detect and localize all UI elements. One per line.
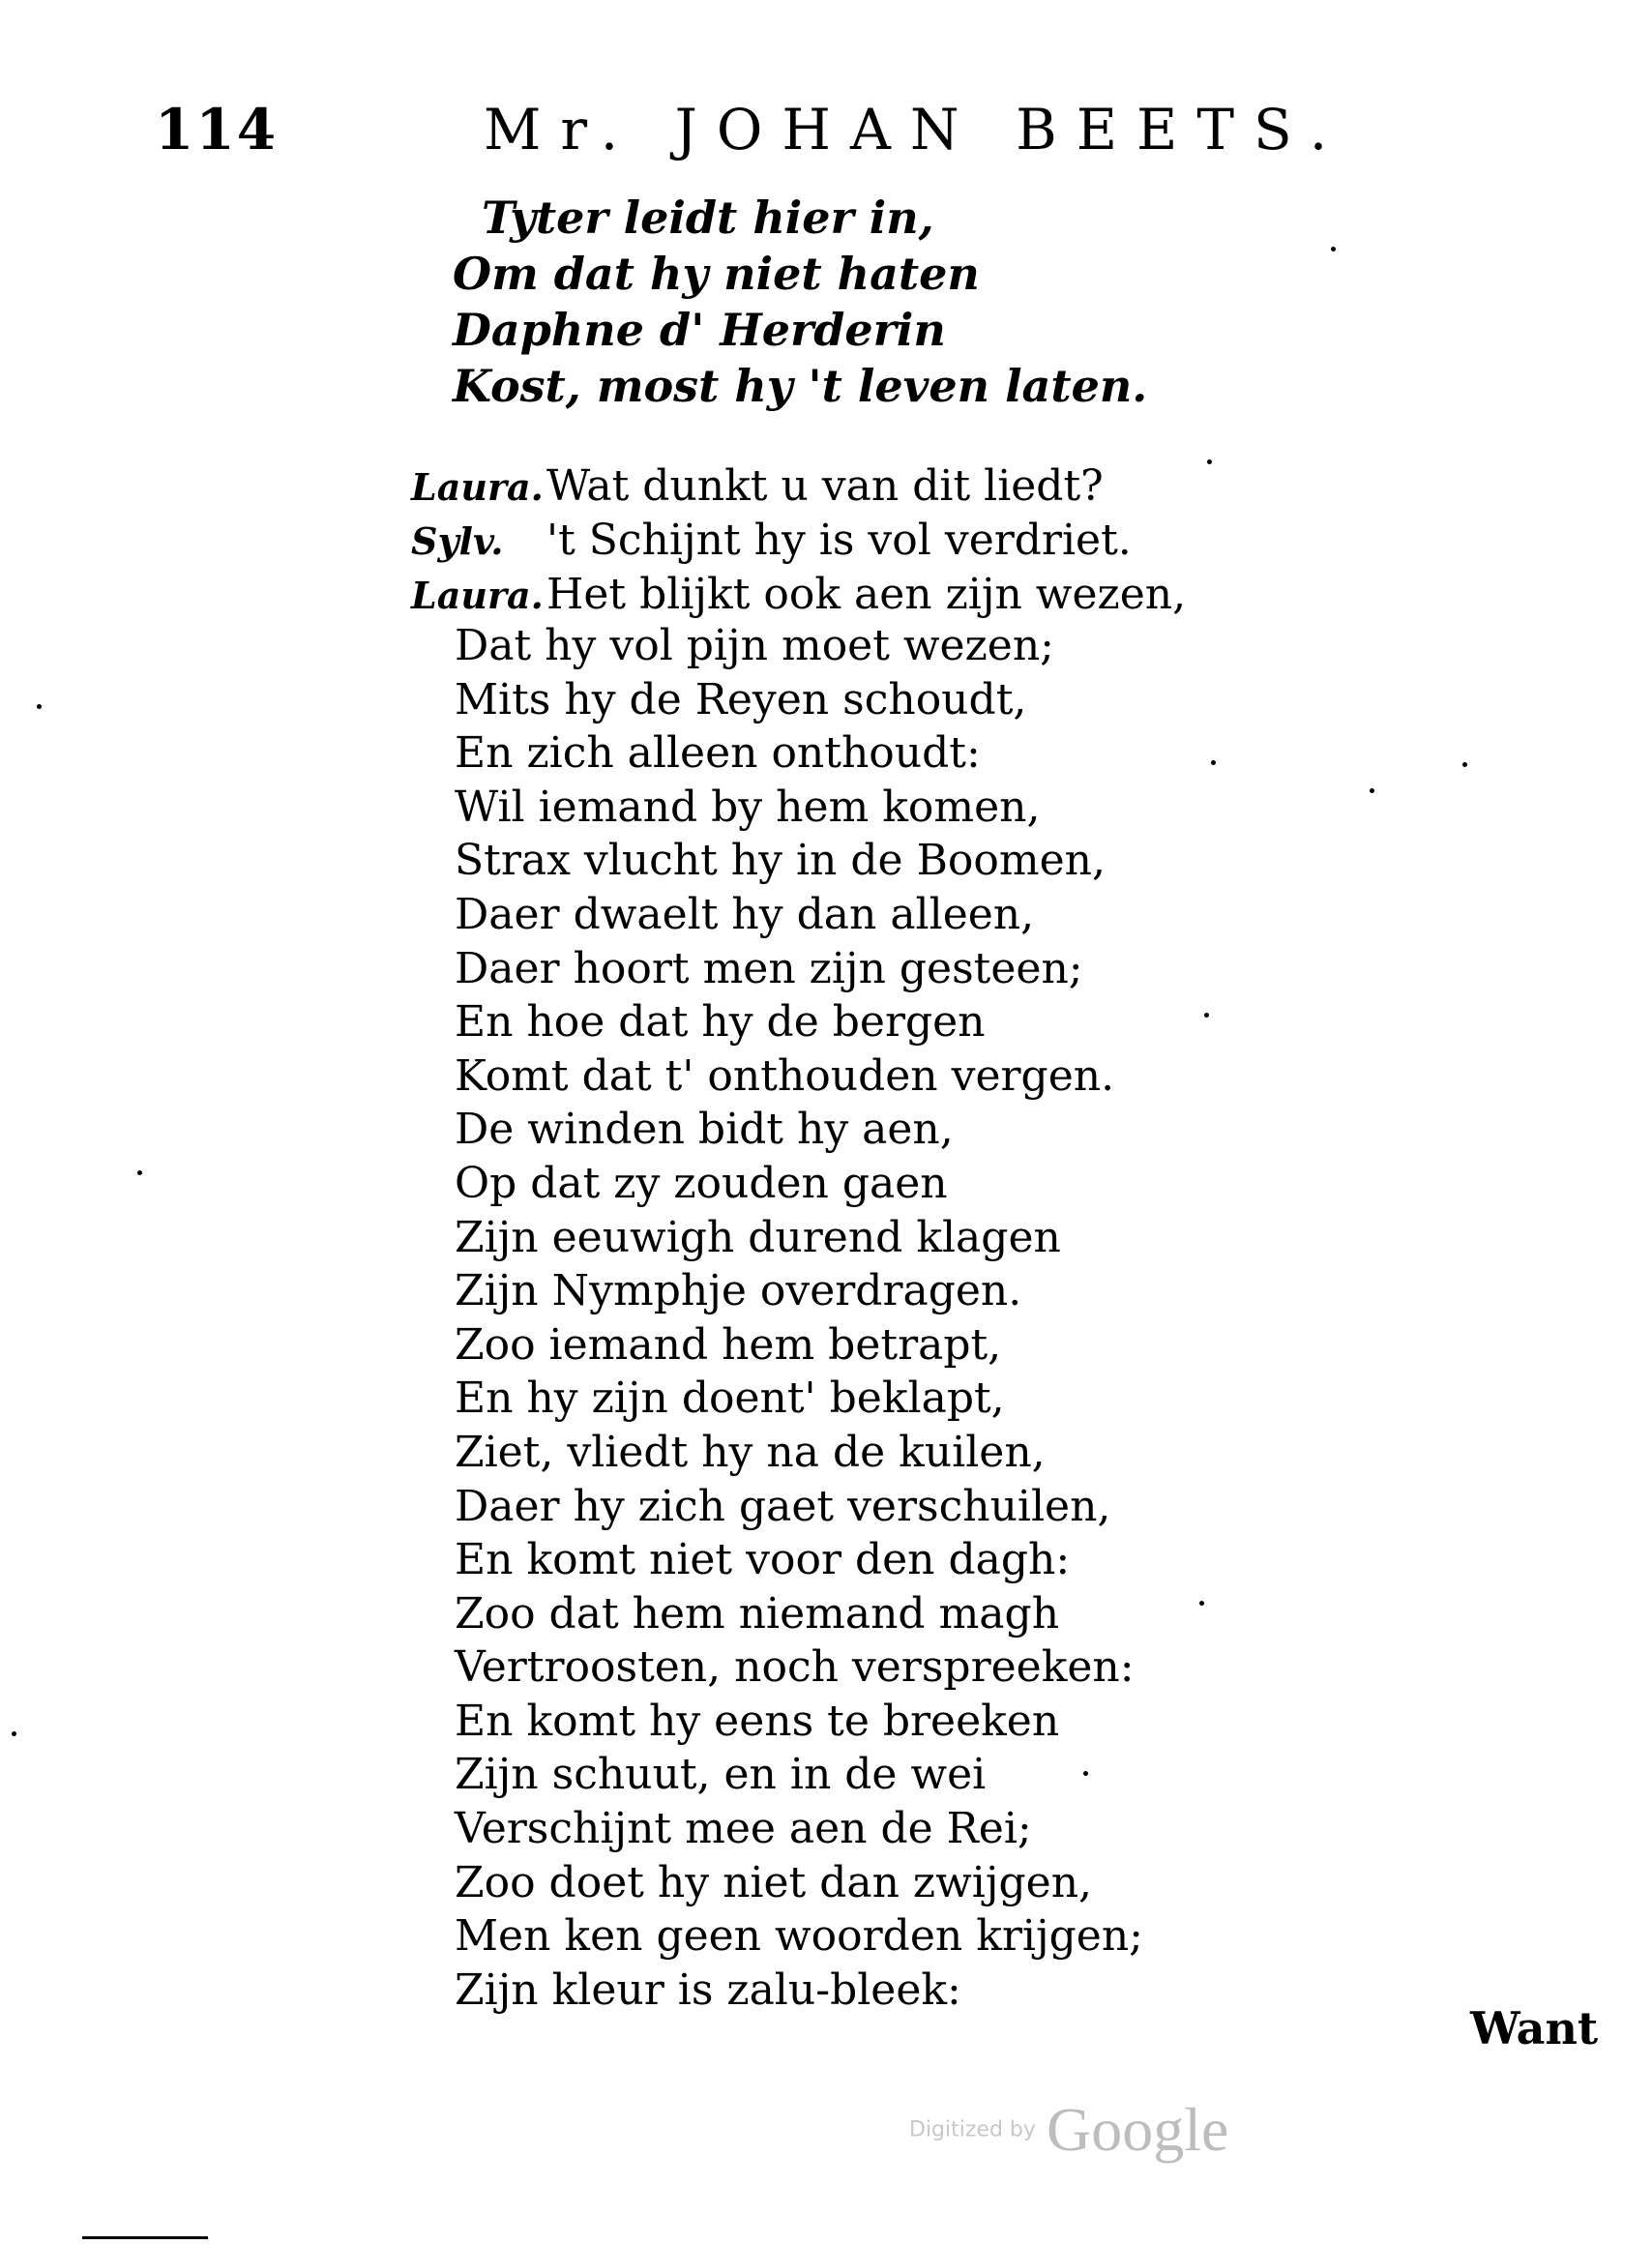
speaker-name: Sylv.: [411, 519, 504, 563]
speaker-name: Laura.: [411, 465, 544, 509]
scan-speck: [1211, 760, 1216, 765]
scan-speck: [1462, 762, 1467, 767]
verse-line: Om dat hy niet haten: [453, 248, 980, 300]
poem-line: Daer hoort men zijn gesteen;: [455, 943, 1083, 993]
poem-line: En komt niet voor den dagh:: [455, 1535, 1071, 1585]
poem-line: En komt hy eens te breeken: [455, 1696, 1060, 1746]
dialogue-line: [411, 568, 1186, 622]
poem-line: Komt dat t' onthouden vergen.: [455, 1050, 1115, 1101]
dialogue-block: [411, 459, 1186, 622]
poem-line: Op dat zy zouden gaen: [455, 1158, 948, 1208]
poem-line: Strax vlucht hy in de Boomen,: [455, 836, 1106, 886]
poem-line: En hoe dat hy de bergen: [455, 997, 986, 1048]
poem-line: Ziet, vliedt hy na de kuilen,: [455, 1427, 1046, 1477]
poem-line: De winden bidt hy aen,: [455, 1105, 954, 1155]
scan-speck: [1207, 459, 1212, 464]
scan-speck: [1199, 1601, 1204, 1606]
speaker-name: Laura.: [411, 574, 544, 617]
poem-body: [455, 619, 1143, 2017]
poem-line: Men ken geen woorden krijgen;: [455, 1911, 1143, 1962]
scan-speck: [12, 1731, 16, 1736]
poem-line: En zich alleen onthoudt:: [455, 728, 981, 779]
poem-line: Vertroosten, noch verspreeken:: [455, 1642, 1135, 1693]
poem-line: Zijn schuut, en in de wei: [455, 1750, 987, 1800]
poem-line: Daer hy zich gaet verschuilen,: [455, 1481, 1111, 1531]
poem-line: Dat hy vol pijn moet wezen;: [455, 621, 1054, 670]
poem-line: Zoo doet hy niet dan zwijgen,: [455, 1857, 1093, 1907]
google-logo: Google: [1047, 2095, 1229, 2164]
page-number: 114: [155, 97, 279, 162]
dialogue-text: 't Schijnt hy is vol verdriet.: [546, 516, 1132, 565]
poem-line: Zoo dat hem niemand magh: [455, 1588, 1060, 1639]
poem-line: Verschijnt mee aen de Rei;: [455, 1804, 1032, 1854]
verse-line: Tyter leidt hier in,: [482, 192, 934, 244]
verse-line: Daphne d' Herderin: [453, 304, 946, 356]
catchword: Want: [1470, 2002, 1599, 2054]
digitization-watermark: [909, 2094, 1228, 2166]
poem-line: Zoo iemand hem betrapt,: [455, 1319, 1002, 1370]
poem-line: Zijn kleur is zalu-bleek:: [455, 1964, 961, 2015]
page-header: [155, 97, 1347, 174]
poem-line: En hy zijn doent' beklapt,: [455, 1374, 1005, 1424]
scan-speck: [1331, 247, 1336, 251]
poem-line: Wil iemand by hem komen,: [455, 782, 1041, 832]
scan-edge-rule: [82, 2236, 208, 2239]
dialogue-line: [411, 514, 1186, 568]
scan-speck: [1083, 1771, 1088, 1776]
poem-line: Daer dwaelt hy dan alleen,: [455, 889, 1035, 939]
scan-speck: [37, 704, 42, 709]
dialogue-text: Wat dunkt u van dit liedt?: [546, 461, 1104, 511]
scan-speck: [1204, 1013, 1209, 1018]
poem-line: Zijn Nymphje overdragen.: [455, 1266, 1022, 1316]
poem-line: Mits hy de Reyen schoudt,: [455, 674, 1027, 724]
poem-line: Zijn eeuwigh durend klagen: [455, 1212, 1061, 1262]
running-title: Mr. JOHAN BEETS.: [484, 97, 1347, 162]
verse-line: Kost, most hy 't leven laten.: [453, 360, 1148, 412]
dialogue-text: Het blijkt ook aen zijn wezen,: [546, 570, 1187, 619]
dialogue-line: [411, 459, 1186, 514]
scan-speck: [137, 1170, 142, 1175]
watermark-prefix: Digitized by: [909, 2117, 1036, 2142]
song-verse: [453, 190, 1147, 414]
scan-speck: [1370, 788, 1374, 793]
